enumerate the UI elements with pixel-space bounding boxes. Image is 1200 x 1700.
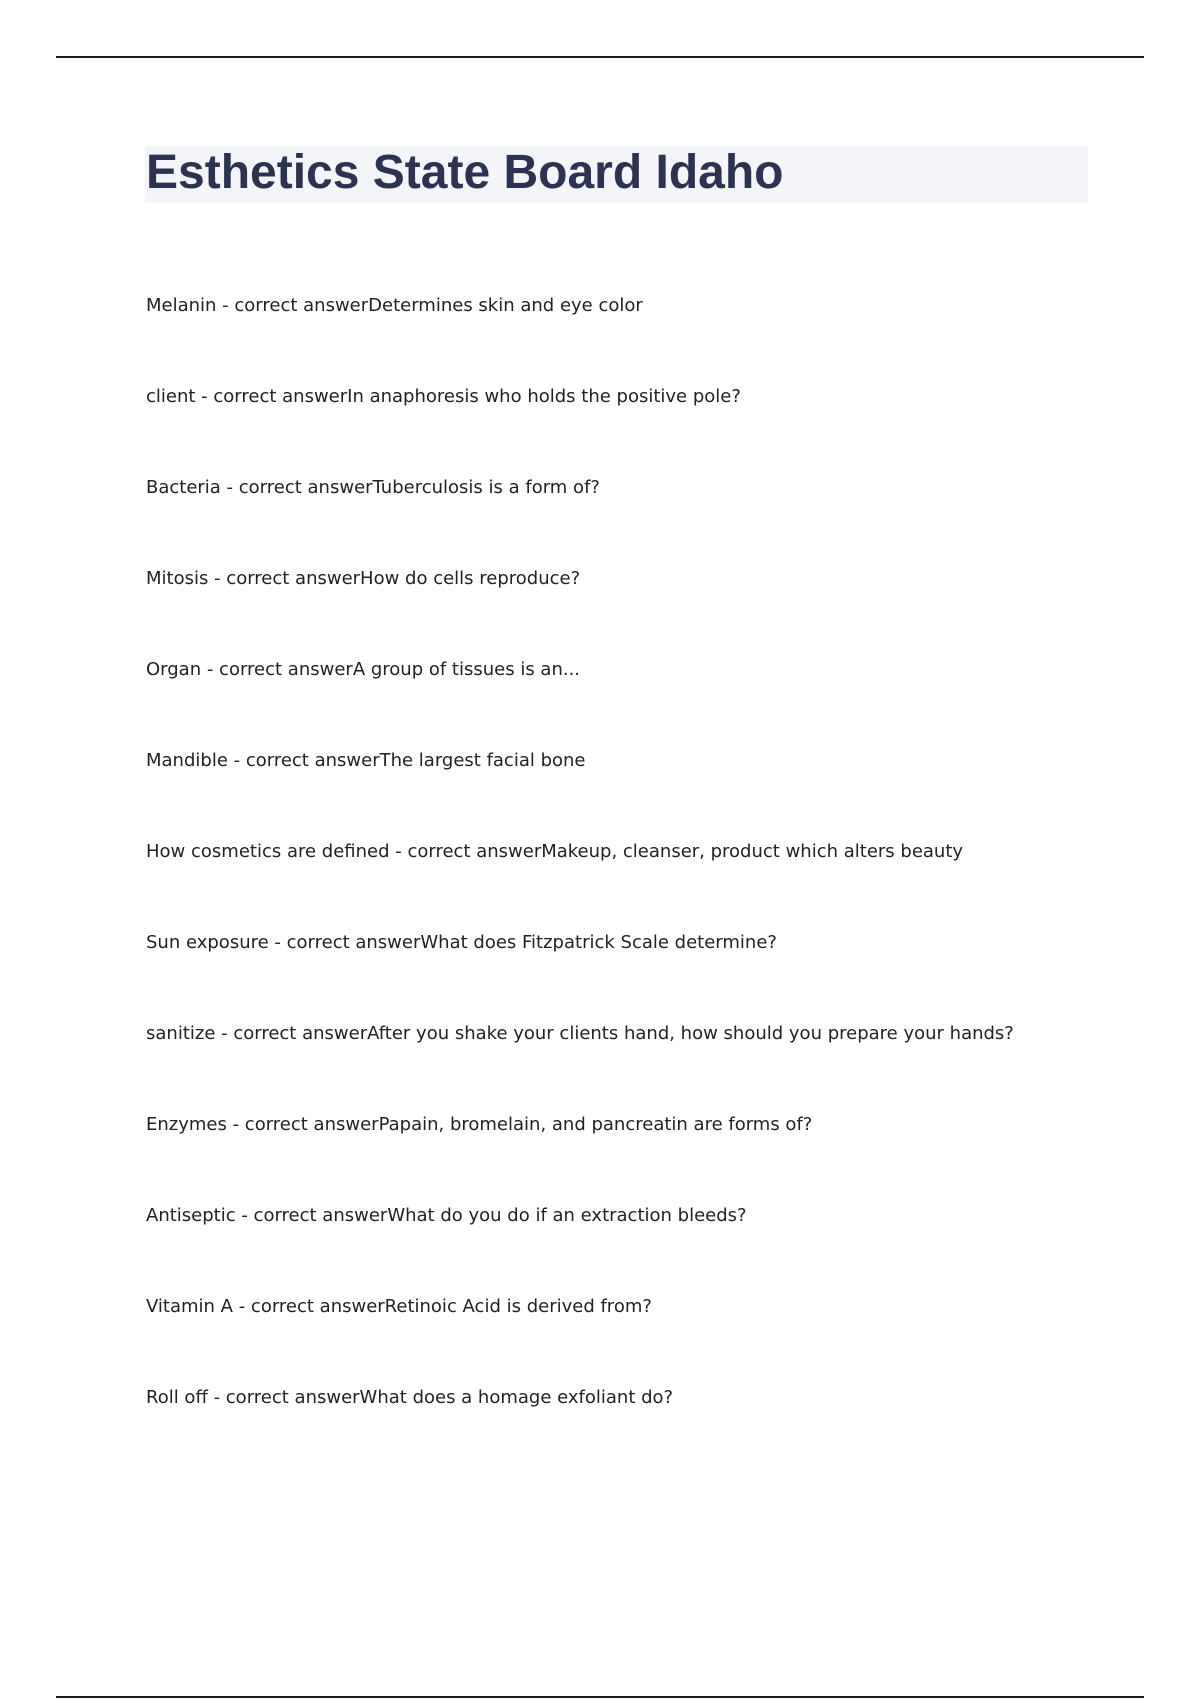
qa-item: sanitize - correct answerAfter you shake your clients hand, how should you prepare your hands?: [146, 1023, 1014, 1044]
qa-item: Bacteria - correct answerTuberculosis is a form of?: [146, 477, 600, 498]
qa-item: Sun exposure - correct answerWhat does Fitzpatrick Scale determine?: [146, 932, 777, 953]
qa-item: Vitamin A - correct answerRetinoic Acid is derived from?: [146, 1296, 652, 1317]
qa-item: Melanin - correct answerDetermines skin and eye color: [146, 295, 643, 316]
qa-item: Antiseptic - correct answerWhat do you do if an extraction bleeds?: [146, 1205, 747, 1226]
qa-item: Organ - correct answerA group of tissues is an...: [146, 659, 581, 680]
qa-item: Roll off - correct answerWhat does a homage exfoliant do?: [146, 1387, 674, 1408]
question-answer-list: [146, 289, 1106, 1472]
qa-item: How cosmetics are defined - correct answerMakeup, cleanser, product which alters beauty: [146, 841, 964, 862]
qa-item: Mitosis - correct answerHow do cells reproduce?: [146, 568, 581, 589]
top-divider: [56, 56, 1144, 58]
document-title: Esthetics State Board Idaho: [146, 146, 784, 199]
qa-item: client - correct answerIn anaphoresis who holds the positive pole?: [146, 386, 741, 407]
qa-item: Enzymes - correct answerPapain, bromelain, and pancreatin are forms of?: [146, 1114, 813, 1135]
bottom-divider: [56, 1696, 1144, 1698]
qa-item: Mandible - correct answerThe largest facial bone: [146, 750, 586, 771]
